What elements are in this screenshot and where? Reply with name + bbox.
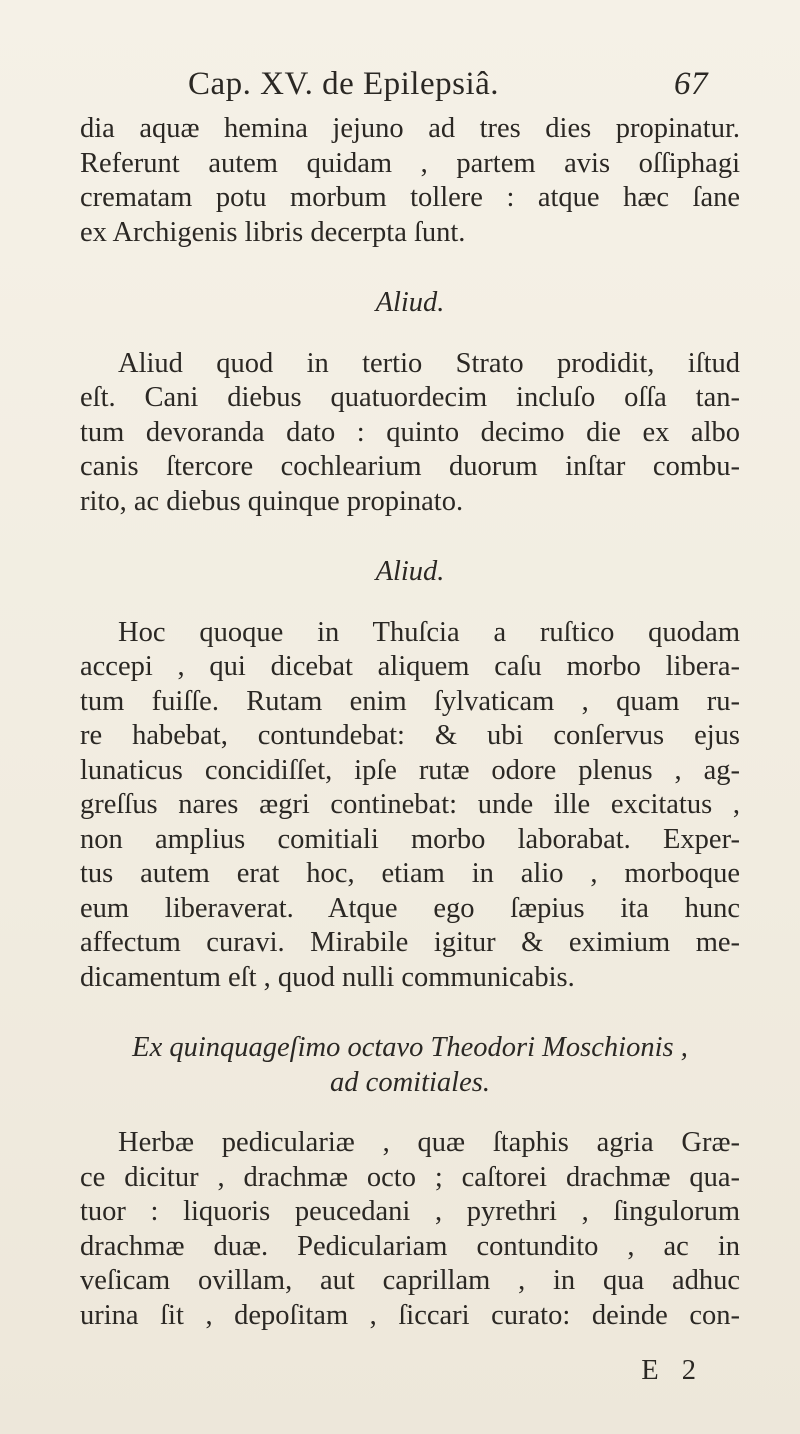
text-line: ex Archigenis libris decerpta ſunt.	[80, 216, 466, 248]
section-aliud-1	[80, 286, 740, 519]
running-title: Cap. XV. de Epilepsiâ.	[188, 66, 500, 102]
text-line: drachmæ duæ. Pediculariam contundito , ac in	[80, 1230, 740, 1262]
main-text	[80, 112, 740, 1333]
text-line: rito, ac diebus quinque propinato.	[80, 485, 464, 517]
running-header	[188, 66, 708, 106]
signature-mark: E 2	[641, 1355, 704, 1386]
text-line: accepi , qui dicebat aliquem caſu morbo libera-	[80, 651, 740, 682]
section-heading-line: ad comitiales.	[330, 1066, 490, 1098]
text-line: Herbæ pediculariæ , quæ ſtaphis agria Græ-	[118, 1127, 740, 1158]
text-line: non amplius comitiali morbo laborabat. Exper-	[80, 823, 740, 855]
text-line: Aliud quod in tertio Strato prodidit, iſtud	[118, 347, 740, 379]
section-moschion	[80, 1031, 740, 1333]
text-line: canis ſtercore cochlearium duorum inſtar combu-	[80, 451, 740, 482]
text-line: greſſus nares ægri continebat: unde ille excitatus ,	[80, 789, 740, 820]
section-heading: Aliud.	[375, 556, 445, 587]
section-heading: Aliud.	[375, 287, 445, 318]
text-line: tus autem erat hoc, etiam in alio , morboque	[80, 858, 740, 889]
text-line: affectum curavi. Mirabile igitur & eximium me-	[80, 927, 740, 958]
text-line: crematam potu morbum tollere : atque hæc ſane	[80, 182, 740, 213]
page-number: 67	[674, 66, 708, 102]
text-line: Hoc quoque in Thuſcia a ruſtico quodam	[118, 616, 740, 648]
text-line: ce dicitur , drachmæ octo ; caſtorei drachmæ qua-	[80, 1161, 740, 1193]
text-line: dicamentum eſt , quod nulli communicabis.	[80, 961, 575, 993]
text-line: lunaticus concidiſſet, ipſe rutæ odore plenus , ag-	[80, 754, 740, 786]
section-aliud-2	[80, 555, 740, 995]
text-line: tuor : liquoris peucedani , pyrethri , ſingulorum	[80, 1196, 740, 1227]
section-heading-line: Ex quinquageſimo octavo Theodori Moschionis ,	[132, 1032, 688, 1063]
text-line: tum fuiſſe. Rutam enim ſylvaticam , quam ru-	[80, 685, 740, 717]
text-line: Referunt autem quidam , partem avis oſſiphagi	[80, 147, 740, 179]
text-line: urina ſit , depoſitam , ſiccari curato: deinde con-	[80, 1299, 740, 1331]
text-line: re habebat, contundebat: & ubi conſervus ejus	[80, 720, 740, 751]
text-line: dia aquæ hemina jejuno ad tres dies propinatur.	[80, 113, 740, 144]
text-line: eſt. Cani diebus quatuordecim incluſo oſſa tan-	[80, 382, 740, 413]
text-line: veſicam ovillam, aut caprillam , in qua adhuc	[80, 1265, 740, 1296]
text-line: tum devoranda dato : quinto decimo die ex albo	[80, 416, 740, 448]
text-line: eum liberaverat. Atque ego ſæpius ita hunc	[80, 892, 740, 924]
paragraph-continuation	[80, 112, 740, 250]
